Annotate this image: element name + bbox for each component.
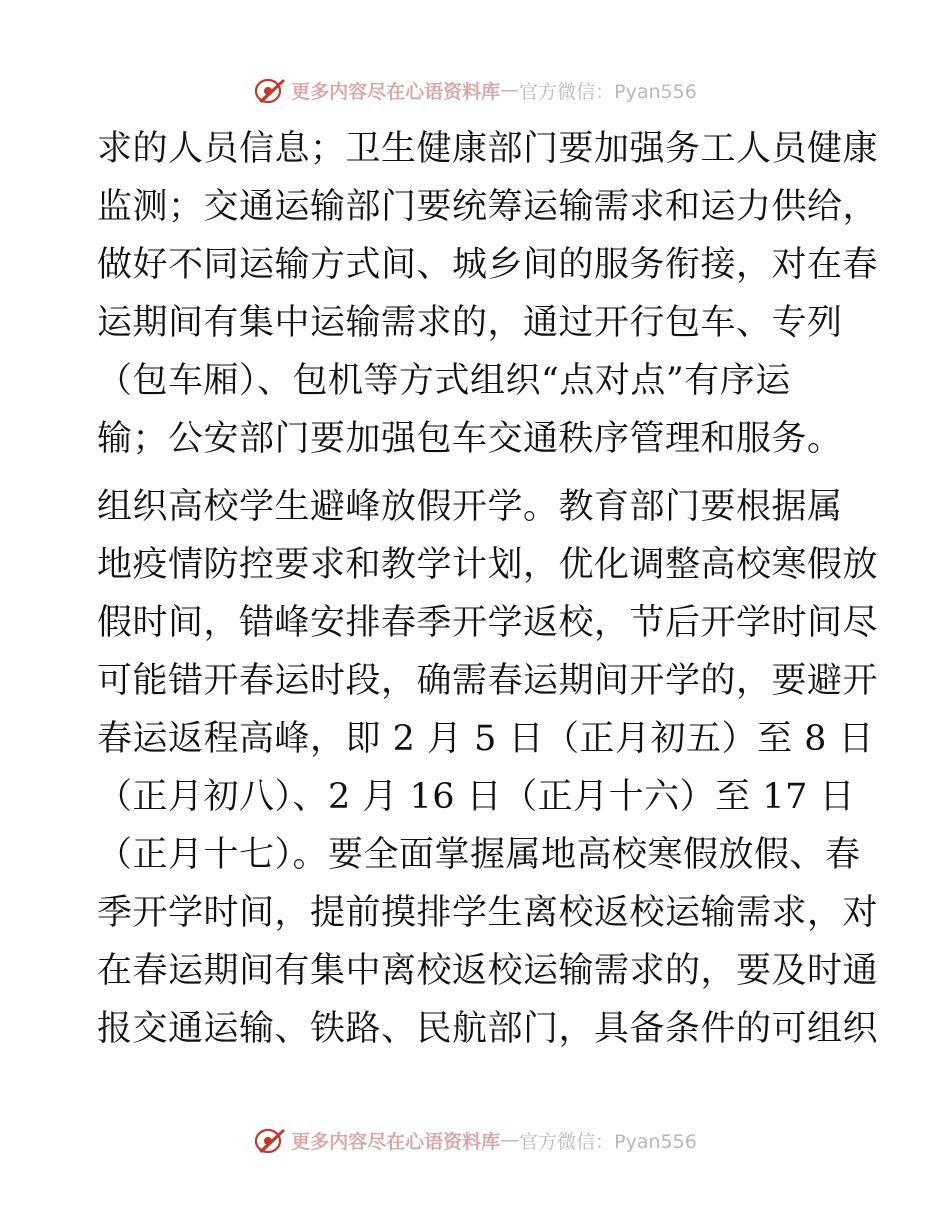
paragraph-1 [97, 120, 879, 468]
text-line: 运期间有集中运输需求的，通过开行包车、专列 [97, 303, 843, 343]
text-line: 监测；交通运输部门要统筹运输需求和运力供给， [97, 187, 879, 227]
document-body [97, 120, 879, 1058]
pen-logo-icon [253, 75, 287, 105]
text-line: 报交通运输、铁路、民航部门，具备条件的可组织 [97, 1009, 879, 1049]
header-contact-text: 官方微信：Pyan556 [519, 80, 697, 103]
header-banner [0, 72, 950, 108]
text-line: 地疫情防控要求和教学计划，优化调整高校寒假放 [97, 545, 879, 585]
text-line: 季开学时间，提前摸排学生离校返校运输需求，对 [97, 893, 879, 933]
text-line: 输；公安部门要加强包车交通秩序管理和服务。 [97, 419, 843, 459]
header-separator: — [500, 79, 520, 101]
text-line: （正月十七）。要全面掌握属地高校寒假放假、春 [97, 835, 861, 875]
pen-logo-icon [253, 1125, 287, 1155]
text-line: 在春运期间有集中离校返校运输需求的，要及时通 [97, 951, 879, 991]
text-line: 可能错开春运时段，确需春运期间开学的，要避开 [97, 661, 879, 701]
footer-separator: — [500, 1129, 520, 1151]
text-line: 求的人员信息；卫生健康部门要加强务工人员健康 [97, 129, 879, 169]
paragraph-2 [97, 478, 879, 1058]
text-line: 春运返程高峰，即 2 月 5 日（正月初五）至 8 日 [97, 719, 875, 759]
text-line: （包车厢）、包机等方式组织“点对点”有序运 [97, 361, 791, 401]
paragraph-gap [97, 468, 857, 478]
footer-contact-text: 官方微信：Pyan556 [519, 1130, 697, 1153]
footer-banner [0, 1122, 950, 1158]
footer-brand-text: 更多内容尽在心语资料库 [291, 1130, 501, 1153]
header-brand-text: 更多内容尽在心语资料库 [291, 80, 501, 103]
text-line: 做好不同运输方式间、城乡间的服务衔接，对在春 [97, 245, 879, 285]
text-line: 假时间，错峰安排春季开学返校，节后开学时间尽 [97, 603, 879, 643]
text-line: （正月初八）、2 月 16 日（正月十六）至 17 日 [97, 777, 855, 817]
text-line: 组织高校学生避峰放假开学。教育部门要根据属 [97, 487, 843, 527]
